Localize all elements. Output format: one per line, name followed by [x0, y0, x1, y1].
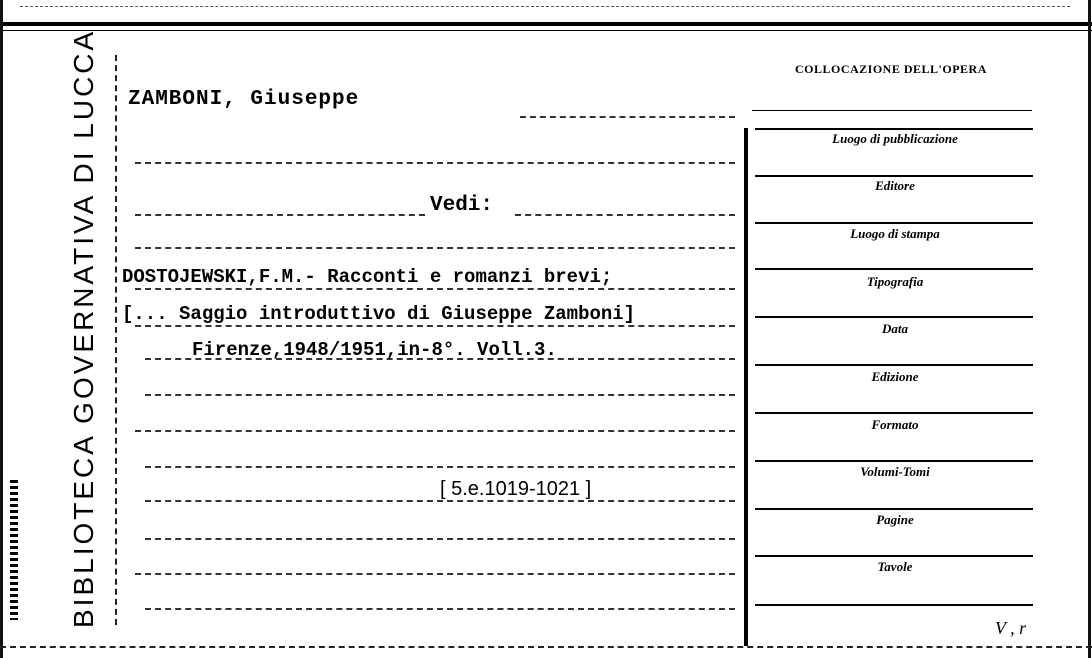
dotted-line [520, 116, 735, 118]
entry-line-3: Firenze,1948/1951,in-8°. Voll.3. [192, 339, 557, 361]
dotted-line [135, 288, 735, 290]
dotted-line [515, 214, 735, 216]
dotted-line [145, 608, 735, 610]
dotted-line [135, 325, 735, 327]
bottom-border [0, 646, 1092, 648]
left-edge [0, 0, 3, 658]
handwritten-signature: V , r [995, 618, 1027, 638]
field-rule [755, 175, 1033, 177]
field-rule [755, 555, 1033, 557]
library-name: BIBLIOTECA GOVERNATIVA DI LUCCA [68, 28, 99, 628]
field-formato: Formato [871, 417, 919, 432]
field-volumi-tomi: Volumi-Tomi [860, 464, 930, 479]
collocazione-title: COLLOCAZIONE DELL'OPERA [795, 62, 987, 76]
field-rule [755, 508, 1033, 510]
field-rule [755, 222, 1033, 224]
field-pagine: Pagine [876, 512, 914, 527]
top-border-thin [0, 30, 1092, 31]
left-margin-rule [115, 55, 117, 625]
dotted-line [135, 247, 735, 249]
heading-name: ZAMBONI, Giuseppe [128, 88, 360, 111]
collocazione-rule [752, 110, 1032, 111]
field-rule [755, 412, 1033, 414]
entry-line-2: [... Saggio introduttivo di Giuseppe Zamboni] [122, 303, 636, 325]
see-reference-label: Vedi: [430, 194, 494, 217]
field-rule [755, 128, 1033, 130]
field-luogo-stampa: Luogo di stampa [850, 226, 940, 241]
dotted-line [145, 466, 735, 468]
field-luogo-pubblicazione: Luogo di pubblicazione [832, 131, 958, 146]
field-tipografia: Tipografia [866, 274, 924, 289]
field-rule [755, 460, 1033, 462]
top-border [0, 22, 1092, 26]
shelfmark: [ 5.e.1019-1021 ] [440, 478, 592, 500]
dotted-line [145, 538, 735, 540]
field-data: Data [882, 321, 908, 336]
dotted-line [135, 573, 735, 575]
entry-line-1: DOSTOJEWSKI,F.M.- Racconti e romanzi brevi; [122, 266, 613, 288]
binding-holes [10, 480, 18, 620]
field-rule [755, 364, 1033, 366]
field-rule [755, 604, 1033, 606]
field-edizione: Edizione [871, 369, 919, 384]
field-rule [755, 268, 1033, 270]
dotted-line [145, 394, 735, 396]
field-rule [755, 316, 1033, 318]
dotted-line [135, 162, 735, 164]
field-editore: Editore [875, 178, 915, 193]
dotted-line [135, 430, 735, 432]
right-edge [1088, 0, 1091, 658]
column-divider [744, 128, 748, 646]
dotted-line [135, 214, 425, 216]
field-tavole: Tavole [877, 559, 913, 574]
scan-artifact-line [20, 6, 1070, 7]
